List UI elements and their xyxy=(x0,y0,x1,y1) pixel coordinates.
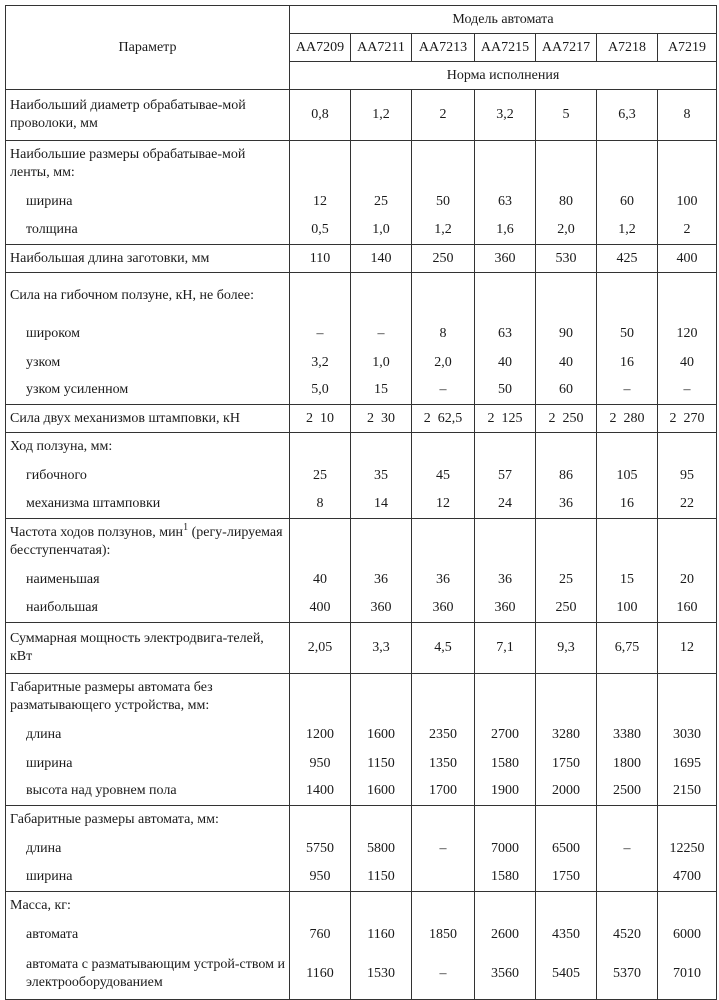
cell-value: 20 xyxy=(658,565,717,595)
cell-value: 1150 xyxy=(351,864,412,892)
cell-value: 4,5 xyxy=(412,623,475,674)
cell-value: 5405 xyxy=(536,950,597,1000)
section-title: Габаритные размеры автомата без разматывающего устройства, мм: xyxy=(6,674,290,720)
cell-value: 2 xyxy=(412,90,475,141)
cell-value: 25 xyxy=(536,565,597,595)
cell-value: 400 xyxy=(290,595,351,623)
cell-value: 15 xyxy=(597,565,658,595)
cell-value: 36 xyxy=(412,565,475,595)
cell-value: 25 xyxy=(351,187,412,217)
row-label: механизма штамповки xyxy=(6,491,290,519)
table-row xyxy=(6,623,717,674)
model-header: АА7215 xyxy=(475,34,536,62)
cell-value: 2 62,5 xyxy=(412,405,475,433)
cell-value xyxy=(597,864,658,892)
row-label: наименьшая xyxy=(6,565,290,595)
cell-value: 63 xyxy=(475,319,536,349)
cell-value: 100 xyxy=(658,187,717,217)
row-label: длина xyxy=(6,834,290,864)
row-label: ширина xyxy=(6,187,290,217)
section-title: Масса, кг: xyxy=(6,892,290,920)
model-header: АА7211 xyxy=(351,34,412,62)
cell-value: 50 xyxy=(475,377,536,405)
cell-value: 1160 xyxy=(351,920,412,950)
table-row xyxy=(6,920,717,950)
cell-value: 1160 xyxy=(290,950,351,1000)
cell-value: 4700 xyxy=(658,864,717,892)
cell-value: 24 xyxy=(475,491,536,519)
cell-value: – xyxy=(412,377,475,405)
cell-value: 50 xyxy=(597,319,658,349)
cell-value: 5750 xyxy=(290,834,351,864)
cell-value: 3280 xyxy=(536,720,597,750)
table-row xyxy=(6,720,717,750)
cell-value: 1,2 xyxy=(412,217,475,245)
cell-value: – xyxy=(412,950,475,1000)
cell-value: – xyxy=(290,319,351,349)
cell-value: 3,3 xyxy=(351,623,412,674)
row-title: Наибольший диаметр обрабатывае-мой проволоки, мм xyxy=(6,90,290,141)
cell-value: 105 xyxy=(597,461,658,491)
cell-value: 3380 xyxy=(597,720,658,750)
table-row xyxy=(6,750,717,778)
cell-value: 6,75 xyxy=(597,623,658,674)
row-label: ширина xyxy=(6,864,290,892)
table-row xyxy=(6,674,717,720)
norm-header: Норма исполнения xyxy=(290,62,717,90)
cell-value: 25 xyxy=(290,461,351,491)
table-row xyxy=(6,245,717,273)
section-title: Сила на гибочном ползуне, кН, не более: xyxy=(6,273,290,319)
cell-value: 60 xyxy=(597,187,658,217)
model-header: А7218 xyxy=(597,34,658,62)
cell-value: 2350 xyxy=(412,720,475,750)
cell-value: 950 xyxy=(290,750,351,778)
cell-value: 1750 xyxy=(536,750,597,778)
table-row xyxy=(6,491,717,519)
cell-value: 12 xyxy=(290,187,351,217)
row-label: длина xyxy=(6,720,290,750)
row-label: широком xyxy=(6,319,290,349)
cell-value: 5 xyxy=(536,90,597,141)
cell-value: 40 xyxy=(290,565,351,595)
cell-value: 1200 xyxy=(290,720,351,750)
cell-value: 1400 xyxy=(290,778,351,806)
table-row xyxy=(6,806,717,834)
cell-value: 1600 xyxy=(351,778,412,806)
cell-value: 5,0 xyxy=(290,377,351,405)
cell-value: 50 xyxy=(412,187,475,217)
model-header: АА7217 xyxy=(536,34,597,62)
section-title: Частота ходов ползунов, мин$^1$ (регу-лируемая бесступенчатая): xyxy=(6,519,290,565)
row-title: Сила двух механизмов штамповки, кН xyxy=(6,405,290,433)
cell-value: 1700 xyxy=(412,778,475,806)
table-row xyxy=(6,405,717,433)
row-label: узком xyxy=(6,349,290,377)
cell-value: 16 xyxy=(597,349,658,377)
cell-value: 360 xyxy=(475,245,536,273)
cell-value: 360 xyxy=(412,595,475,623)
table-row xyxy=(6,141,717,187)
cell-value: – xyxy=(597,834,658,864)
cell-value: 3560 xyxy=(475,950,536,1000)
cell-value: 250 xyxy=(536,595,597,623)
cell-value: 2150 xyxy=(658,778,717,806)
table-row xyxy=(6,834,717,864)
cell-value: 1600 xyxy=(351,720,412,750)
cell-value: 40 xyxy=(475,349,536,377)
cell-value: 45 xyxy=(412,461,475,491)
cell-value: 100 xyxy=(597,595,658,623)
cell-value: – xyxy=(597,377,658,405)
cell-value: 1,0 xyxy=(351,217,412,245)
cell-value: 63 xyxy=(475,187,536,217)
cell-value: 140 xyxy=(351,245,412,273)
cell-value: 60 xyxy=(536,377,597,405)
cell-value: 360 xyxy=(475,595,536,623)
cell-value: 360 xyxy=(351,595,412,623)
model-header: АА7213 xyxy=(412,34,475,62)
table-row xyxy=(6,217,717,245)
cell-value: 4350 xyxy=(536,920,597,950)
cell-value: 5370 xyxy=(597,950,658,1000)
cell-value: 1,2 xyxy=(597,217,658,245)
cell-value: 1350 xyxy=(412,750,475,778)
cell-value: 120 xyxy=(658,319,717,349)
cell-value: 3,2 xyxy=(475,90,536,141)
table-row xyxy=(6,565,717,595)
cell-value: – xyxy=(412,834,475,864)
cell-value: 760 xyxy=(290,920,351,950)
table-row xyxy=(6,433,717,461)
cell-value: 8 xyxy=(290,491,351,519)
model-group-header: Модель автомата xyxy=(290,6,717,34)
cell-value: 1580 xyxy=(475,864,536,892)
cell-value: 22 xyxy=(658,491,717,519)
cell-value: 110 xyxy=(290,245,351,273)
model-header: А7219 xyxy=(658,34,717,62)
cell-value: – xyxy=(351,319,412,349)
cell-value: 160 xyxy=(658,595,717,623)
cell-value: 40 xyxy=(658,349,717,377)
cell-value: 2600 xyxy=(475,920,536,950)
spec-table xyxy=(5,5,717,1000)
table-row xyxy=(6,864,717,892)
cell-value: 12250 xyxy=(658,834,717,864)
table-row xyxy=(6,778,717,806)
table-row xyxy=(6,519,717,565)
cell-value: 12 xyxy=(412,491,475,519)
cell-value: 2,0 xyxy=(412,349,475,377)
cell-value: 3,2 xyxy=(290,349,351,377)
cell-value: 80 xyxy=(536,187,597,217)
cell-value: 15 xyxy=(351,377,412,405)
cell-value: 5800 xyxy=(351,834,412,864)
section-title: Габаритные размеры автомата, мм: xyxy=(6,806,290,834)
table-row xyxy=(6,319,717,349)
cell-value: 2,05 xyxy=(290,623,351,674)
cell-value: 0,8 xyxy=(290,90,351,141)
cell-value: 1530 xyxy=(351,950,412,1000)
cell-value: 2500 xyxy=(597,778,658,806)
cell-value: 6500 xyxy=(536,834,597,864)
cell-value: 36 xyxy=(536,491,597,519)
table-row xyxy=(6,273,717,319)
model-header: АА7209 xyxy=(290,34,351,62)
param-header: Параметр xyxy=(6,6,290,90)
row-label: узком усиленном xyxy=(6,377,290,405)
cell-value: 2 280 xyxy=(597,405,658,433)
cell-value: 16 xyxy=(597,491,658,519)
cell-value: 4520 xyxy=(597,920,658,950)
cell-value: 530 xyxy=(536,245,597,273)
cell-value: 1,2 xyxy=(351,90,412,141)
cell-value: 6000 xyxy=(658,920,717,950)
cell-value: 0,5 xyxy=(290,217,351,245)
cell-value: 36 xyxy=(351,565,412,595)
cell-value: 95 xyxy=(658,461,717,491)
row-label: высота над уровнем пола xyxy=(6,778,290,806)
cell-value: 1900 xyxy=(475,778,536,806)
cell-value: 1,0 xyxy=(351,349,412,377)
table-row xyxy=(6,892,717,920)
section-title: Наибольшие размеры обрабатывае-мой ленты, мм: xyxy=(6,141,290,187)
cell-value: 6,3 xyxy=(597,90,658,141)
cell-value: 950 xyxy=(290,864,351,892)
cell-value: 7000 xyxy=(475,834,536,864)
cell-value: 2,0 xyxy=(536,217,597,245)
table-row xyxy=(6,595,717,623)
cell-value: 2700 xyxy=(475,720,536,750)
row-label: толщина xyxy=(6,217,290,245)
table-row xyxy=(6,461,717,491)
table-row xyxy=(6,950,717,1000)
cell-value: 2 xyxy=(658,217,717,245)
cell-value: – xyxy=(658,377,717,405)
cell-value: 7010 xyxy=(658,950,717,1000)
cell-value: 1800 xyxy=(597,750,658,778)
row-title: Наибольшая длина заготовки, мм xyxy=(6,245,290,273)
cell-value: 7,1 xyxy=(475,623,536,674)
cell-value: 2 10 xyxy=(290,405,351,433)
cell-value: 1850 xyxy=(412,920,475,950)
cell-value: 1580 xyxy=(475,750,536,778)
cell-value: 36 xyxy=(475,565,536,595)
cell-value: 40 xyxy=(536,349,597,377)
row-label: гибочного xyxy=(6,461,290,491)
cell-value xyxy=(412,864,475,892)
row-label: автомата xyxy=(6,920,290,950)
cell-value: 90 xyxy=(536,319,597,349)
cell-value: 8 xyxy=(658,90,717,141)
row-label: наибольшая xyxy=(6,595,290,623)
cell-value: 14 xyxy=(351,491,412,519)
cell-value: 400 xyxy=(658,245,717,273)
row-label: ширина xyxy=(6,750,290,778)
section-title: Ход ползуна, мм: xyxy=(6,433,290,461)
cell-value: 2 30 xyxy=(351,405,412,433)
cell-value: 1150 xyxy=(351,750,412,778)
table-row xyxy=(6,349,717,377)
cell-value: 35 xyxy=(351,461,412,491)
cell-value: 425 xyxy=(597,245,658,273)
cell-value: 2 125 xyxy=(475,405,536,433)
cell-value: 9,3 xyxy=(536,623,597,674)
cell-value: 250 xyxy=(412,245,475,273)
cell-value: 3030 xyxy=(658,720,717,750)
cell-value: 12 xyxy=(658,623,717,674)
cell-value: 1750 xyxy=(536,864,597,892)
row-label: автомата с разматывающим устрой-ством и электрооборудованием xyxy=(6,950,290,1000)
cell-value: 8 xyxy=(412,319,475,349)
cell-value: 57 xyxy=(475,461,536,491)
cell-value: 86 xyxy=(536,461,597,491)
table-row xyxy=(6,90,717,141)
cell-value: 1695 xyxy=(658,750,717,778)
cell-value: 1,6 xyxy=(475,217,536,245)
row-title: Суммарная мощность электродвига-телей, кВт xyxy=(6,623,290,674)
cell-value: 2 250 xyxy=(536,405,597,433)
cell-value: 2 270 xyxy=(658,405,717,433)
table-row xyxy=(6,187,717,217)
superscript: 1 xyxy=(183,521,189,533)
cell-value: 2000 xyxy=(536,778,597,806)
table-row xyxy=(6,377,717,405)
